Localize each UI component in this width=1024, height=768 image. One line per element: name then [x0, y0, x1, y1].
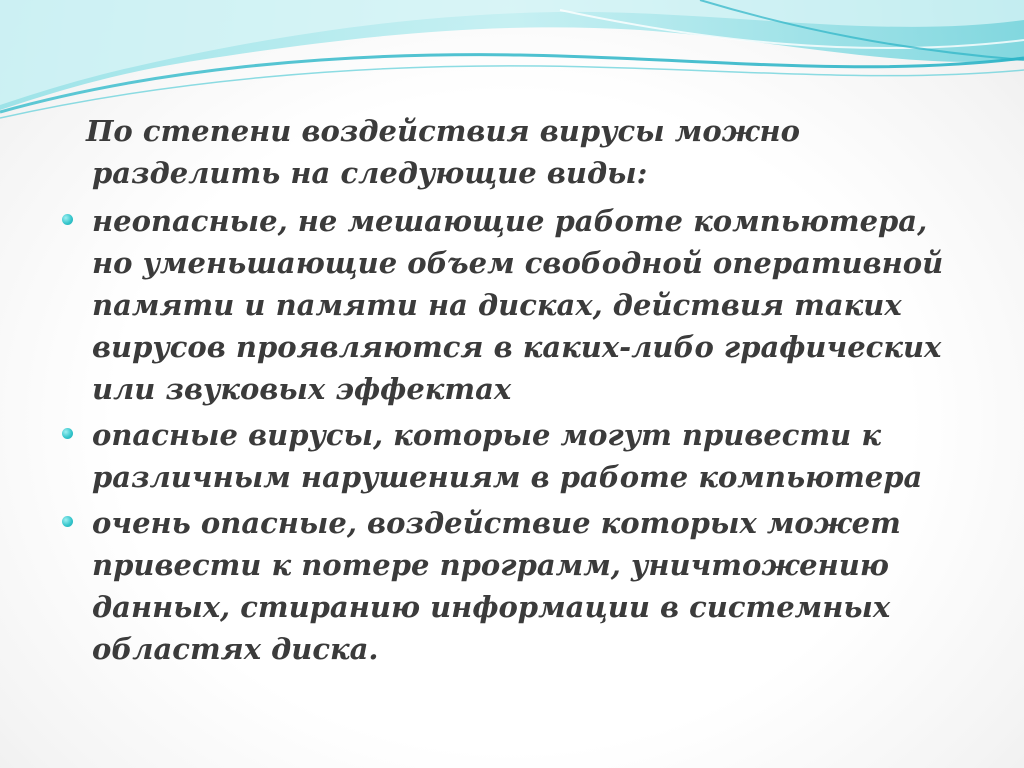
bullet-dot-icon	[62, 214, 73, 225]
bullet-text: неопасные, не мешающие работе компьютера, но уменьшающие объем свободной оперативной памяти и памяти на дисках, действия таких вирусов проявляются в каких-либо графических или звуковых эффектах	[92, 204, 944, 406]
bullet-item-dangerous	[62, 414, 962, 498]
slide-content	[62, 110, 962, 674]
intro-text: По степени воздействия вирусы можно разделить на следующие виды:	[86, 114, 801, 190]
bullet-dot-icon	[62, 428, 73, 439]
bullet-list	[62, 200, 962, 670]
bullet-text: опасные вирусы, которые могут привести к различным нарушениям в работе компьютера	[92, 418, 923, 494]
bullet-item-harmless	[62, 200, 962, 410]
bullet-dot-icon	[62, 516, 73, 527]
bullet-text: очень опасные, воздействие которых может привести к потере программ, уничтожению данных, стиранию информации в системных областях диска.	[92, 506, 901, 666]
bullet-item-very-dangerous	[62, 502, 962, 670]
